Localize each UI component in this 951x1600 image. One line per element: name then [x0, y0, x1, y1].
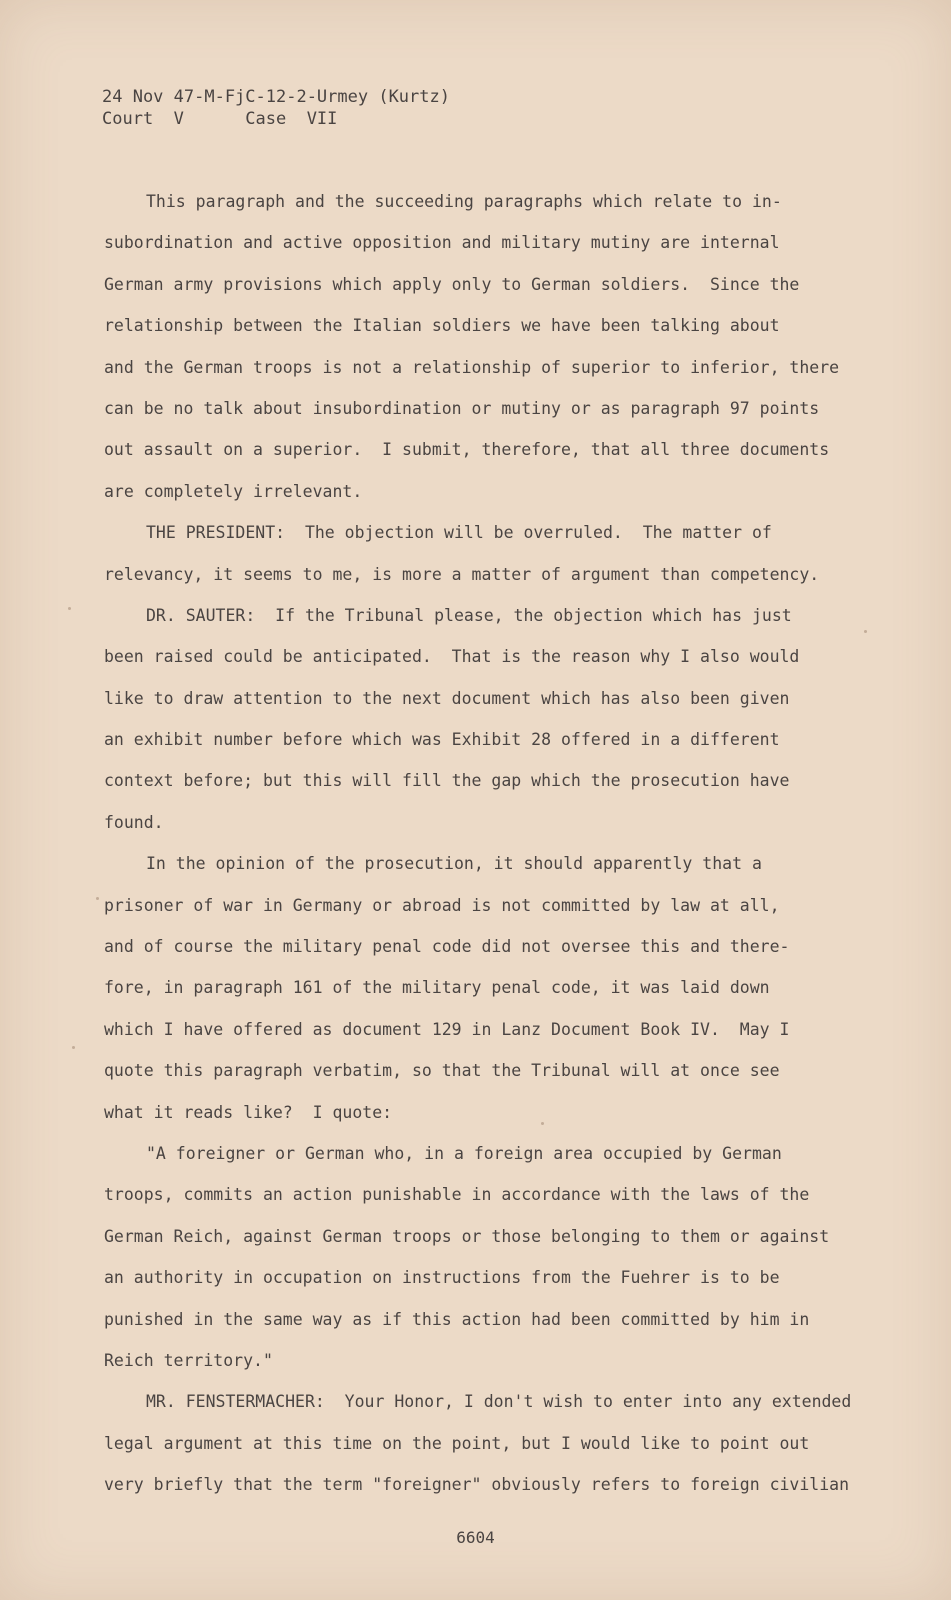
text-line: and the German troops is not a relationship of superior to inferior, there: [104, 357, 840, 377]
quote-line: Reich territory.": [104, 1350, 273, 1370]
quote-line: troops, commits an action punishable in accordance with the laws of the: [104, 1185, 810, 1205]
text-line: This paragraph and the succeeding paragraphs which relate to in-: [146, 192, 782, 211]
text-line: context before; but this will fill the gap which the prosecution have: [104, 771, 790, 791]
text-line: prisoner of war in Germany or abroad is not committed by law at all,: [104, 895, 780, 915]
header-date-line: 24 Nov 47-M-FjC-12-2-Urmey (Kurtz): [102, 87, 450, 107]
text-line: German army provisions which apply only to German soldiers. Since the: [104, 274, 800, 294]
text-line: subordination and active opposition and military mutiny are internal: [104, 233, 780, 253]
text-line: found.: [104, 812, 164, 832]
quote-line: punished in the same way as if this action had been committed by him in: [104, 1309, 810, 1329]
speaker-line: DR. SAUTER: If the Tribunal please, the objection which has just: [146, 605, 792, 625]
speaker-line: THE PRESIDENT: The objection will be overruled. The matter of: [146, 523, 772, 543]
transcript-body: [104, 181, 884, 1506]
text-line: fore, in paragraph 161 of the military penal code, it was laid down: [104, 978, 770, 998]
paper-speck: [72, 1046, 75, 1049]
quote-line: German Reich, against German troops or those belonging to them or against: [104, 1226, 830, 1246]
text-line: what it reads like? I quote:: [104, 1102, 393, 1122]
header-court-line: Court V Case VII: [102, 109, 338, 129]
paper-speck: [96, 897, 99, 900]
text-line: are completely irrelevant.: [104, 481, 363, 501]
text-line: like to draw attention to the next document which has also been given: [104, 688, 790, 708]
text-line: been raised could be anticipated. That is the reason why I also would: [104, 647, 800, 667]
quote-line: "A foreigner or German who, in a foreign area occupied by German: [146, 1143, 782, 1163]
text-line: relationship between the Italian soldiers we have been talking about: [104, 316, 780, 336]
text-line: an exhibit number before which was Exhibit 28 offered in a different: [104, 730, 780, 750]
page-number: 6604: [456, 1528, 495, 1547]
paper-speck: [68, 607, 71, 610]
text-line: legal argument at this time on the point, but I would like to point out: [104, 1433, 810, 1453]
text-line: out assault on a superior. I submit, therefore, that all three documents: [104, 440, 830, 460]
text-line: can be no talk about insubordination or mutiny or as paragraph 97 points: [104, 398, 820, 418]
text-line: quote this paragraph verbatim, so that the Tribunal will at once see: [104, 1061, 780, 1081]
document-header: [102, 86, 450, 130]
quote-line: an authority in occupation on instructions from the Fuehrer is to be: [104, 1268, 780, 1288]
text-line: In the opinion of the prosecution, it should apparently that a: [146, 854, 762, 874]
text-line: relevancy, it seems to me, is more a matter of argument than competency.: [104, 564, 820, 584]
text-line: and of course the military penal code did not oversee this and there-: [104, 937, 790, 957]
text-line: very briefly that the term "foreigner" obviously refers to foreign civilian: [104, 1475, 850, 1495]
text-line: which I have offered as document 129 in Lanz Document Book IV. May I: [104, 1019, 790, 1039]
speaker-line: MR. FENSTERMACHER: Your Honor, I don't wish to enter into any extended: [146, 1392, 852, 1412]
